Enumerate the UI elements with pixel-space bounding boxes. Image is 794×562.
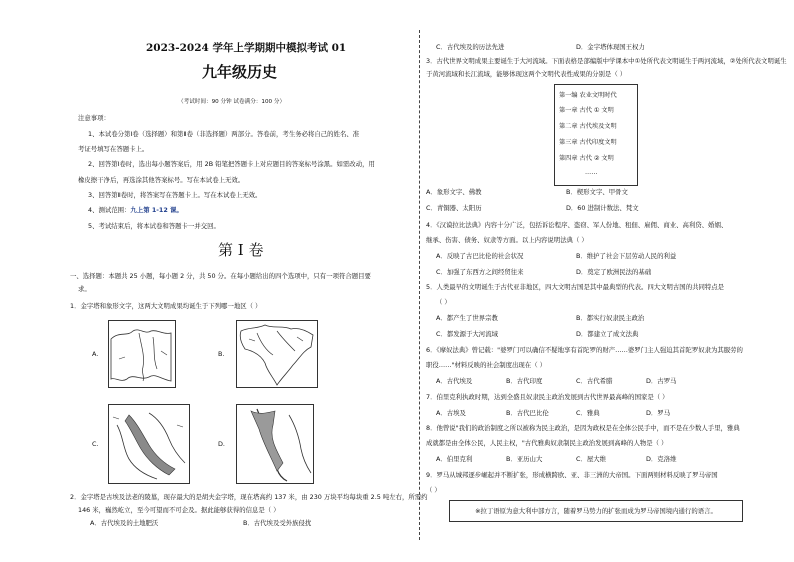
question-8-option-d[interactable]: D．克洛维 <box>646 455 677 463</box>
question-2-option-b[interactable]: B．古代埃及受外族侵扰 <box>243 519 312 527</box>
question-6-option-d[interactable]: D．古罗马 <box>646 377 677 385</box>
question-4-stem: 继承、伤害、债务、奴隶等方面。以上内容说明法典（ ） <box>426 236 588 244</box>
question-5-stem: 5．人类最早的文明诞生于古代亚非地区，四大文明古国是其中最典型的代表。四大文明古国的共同特点是 <box>426 283 725 291</box>
question-7-option-b[interactable]: B．古代巴比伦 <box>506 409 549 417</box>
notice-line: 5、考试结束后，将本试卷和答题卡一并交回。 <box>88 222 220 230</box>
question-8-stem: 8．他曾说"我们的政治制度之所以被称为民主政治，是因为政权是在全体公民手中，而不是在少数人手里，雅典 <box>426 424 740 432</box>
table-row: 第一编 农业文明时代 <box>559 92 617 99</box>
question-7-stem: 7．伯里克利执政时期，达到全盛且奴隶民主政治发展到古代世界最高峰的国家是（ ） <box>426 393 669 401</box>
question-4-option-b[interactable]: B．维护了社会下层劳动人民的利益 <box>576 252 677 260</box>
option-label: D. <box>218 440 225 448</box>
question-5-option-b[interactable]: B．都实行奴隶民主政治 <box>576 314 645 322</box>
table-row: 第四章 古代 ② 文明 <box>559 155 614 162</box>
question-8-option-c[interactable]: C．屋大维 <box>576 455 607 463</box>
notice-line: 3、回答第Ⅱ卷时，将答案写在答题卡上。写在本试卷上无效。 <box>88 191 262 199</box>
question-8-option-b[interactable]: B．亚历山大 <box>506 455 543 463</box>
question-2-option-d[interactable]: D．金字塔体现国王权力 <box>576 43 645 51</box>
question-7-option-d[interactable]: D．罗马 <box>646 409 671 417</box>
question-8-option-a[interactable]: A．伯里克利 <box>436 455 473 463</box>
column-divider <box>419 30 420 540</box>
notice-line: 考证号填写在答题卡上。 <box>78 145 149 153</box>
map-option-c[interactable] <box>108 404 190 484</box>
notice-line: 2、回答第Ⅰ卷时，选出每小题答案后，用 2B 铅笔把答题卡上对应题目的答案标号涂黑。如需改动，用 <box>88 160 375 168</box>
notice-range-value: 九上第 1-12 课。 <box>130 206 183 214</box>
table-row: 第三章 古代印度文明 <box>559 139 617 146</box>
question-2-stem: 2．金字塔是古埃及法老的陵墓，现存最大的是胡夫金字塔，现在塔高约 137 米，由 230 万块平均每块重 2.5 吨左右，所需约 <box>70 493 428 501</box>
question-4-stem: 4．《汉谟拉比法典》内容十分广泛，包括诉讼程序、盗窃、军人份地、租佃、雇佣、商业、高利贷、婚姻、 <box>426 221 728 229</box>
subject-title: 九年级历史 <box>202 63 278 81</box>
question-4-option-a[interactable]: A．反映了古巴比伦的社会状况 <box>436 252 524 260</box>
question-8-stem: 成就都是由全体公民，人民主权，"古代雅典奴隶制民主政治发展到高峰的人物是（ ） <box>426 439 668 447</box>
map-option-d[interactable] <box>236 404 314 484</box>
question-3-option-c[interactable]: C．青铜器、太阳历 <box>426 204 482 212</box>
notice-range-prefix: 4、测试范围： <box>88 206 131 214</box>
map-option-b[interactable] <box>236 320 318 388</box>
notice-line: 1、本试卷分第Ⅰ卷（选择题）和第Ⅱ卷（非选择题）两部分。答卷前，考生务必将自己的姓名、准 <box>88 130 360 138</box>
question-7-option-c[interactable]: C．雅典 <box>576 409 600 417</box>
notice-heading: 注意事项： <box>78 114 110 122</box>
map-option-a[interactable] <box>108 320 176 388</box>
question-6-stem: 6．《摩奴法典》曾记载："婆罗门可以确信不疑地享有首陀罗的财产……婆罗门主人强迫其首陀罗奴隶为其服劳的 <box>426 346 743 354</box>
table-row: 第一章 古代 ① 文明 <box>559 107 614 114</box>
question-4-option-d[interactable]: D．奠定了欧洲民法的基础 <box>576 268 652 276</box>
question-3-stem: 3．古代世界文明成果主要诞生于大河流域。下面表格是部编版中学课本中①处所代表文明诞生于两河流域，②处所代表文明诞生 <box>426 57 787 65</box>
question-5-option-d[interactable]: D．都建立了成文法典 <box>576 330 639 338</box>
exam-title: 2023-2024 学年上学期期中模拟考试 01 <box>146 42 347 54</box>
notice-line: 橡皮擦干净后，再选涂其他答案标号。写在本试卷上无效。 <box>78 176 245 184</box>
section-title: 第 I 卷 <box>218 241 264 259</box>
option-label: A. <box>92 350 99 358</box>
question-9-stem: （ ） <box>426 486 441 494</box>
instructions-line: 求。 <box>78 285 91 293</box>
table-row: 第二章 古代埃及文明 <box>559 123 617 130</box>
question-6-option-c[interactable]: C．古代希腊 <box>576 377 613 385</box>
question-2-option-a[interactable]: A．古代埃及的土地肥沃 <box>90 519 159 527</box>
question-6-option-a[interactable]: A．古代埃及 <box>436 377 473 385</box>
question-3-option-b[interactable]: B．楔形文字、甲骨文 <box>566 188 628 196</box>
question-2-option-c[interactable]: C．古代埃及的历法先进 <box>436 43 505 51</box>
question-5-stem: （ ） <box>436 298 451 306</box>
question-4-option-c[interactable]: C．加强了东西方之间经贸往来 <box>436 268 524 276</box>
question-3-option-d[interactable]: D．60 进制计数法、梵文 <box>566 204 639 212</box>
question-6-option-b[interactable]: B．古代印度 <box>506 377 543 385</box>
question-9-stem: 9．罗马从城邦逐步崛起并不断扩张，形成横跨欧、亚、非三洲的大帝国。下面两则材料反映了罗马帝国 <box>426 471 718 479</box>
question-2-stem: 146 米，巍然屹立，至今可望而不可企及。据此能够获得的信息是（ ） <box>78 506 280 514</box>
question-5-option-a[interactable]: A．都产生了世界宗教 <box>436 314 498 322</box>
textbook-contents-table <box>554 84 638 186</box>
question-1-stem: 1．金字塔和象形文字，这两大文明成果均诞生于下列哪一地区（ ） <box>70 302 262 310</box>
notice-range <box>88 206 183 214</box>
exam-meta: （考试时间：90 分钟 试卷满分：100 分） <box>178 99 286 105</box>
question-7-option-a[interactable]: A．古埃及 <box>436 409 466 417</box>
question-3-stem: 于黄河流域和长江流域，能够体现这两个文明代表性成果的分别是（ ） <box>426 70 627 78</box>
option-label: C. <box>92 440 99 448</box>
question-3-option-a[interactable]: A．象形文字、佛教 <box>426 188 482 196</box>
question-5-option-c[interactable]: C．都发源于大河流域 <box>436 330 498 338</box>
instructions-line: 一、选择题：本题共 25 小题，每小题 2 分，共 50 分。在每小题给出的四个选项中，只有一项符合题目要 <box>70 272 371 280</box>
question-9-material-box: ※拉丁语原为意大利中部方言，随着罗马势力的扩张而成为罗马帝国境内通行的语言。 <box>449 500 743 522</box>
question-6-stem: 职役……"材料反映的社会制度出现在（ ） <box>426 361 547 369</box>
option-label: B. <box>218 350 225 358</box>
table-row: …… <box>585 169 598 176</box>
